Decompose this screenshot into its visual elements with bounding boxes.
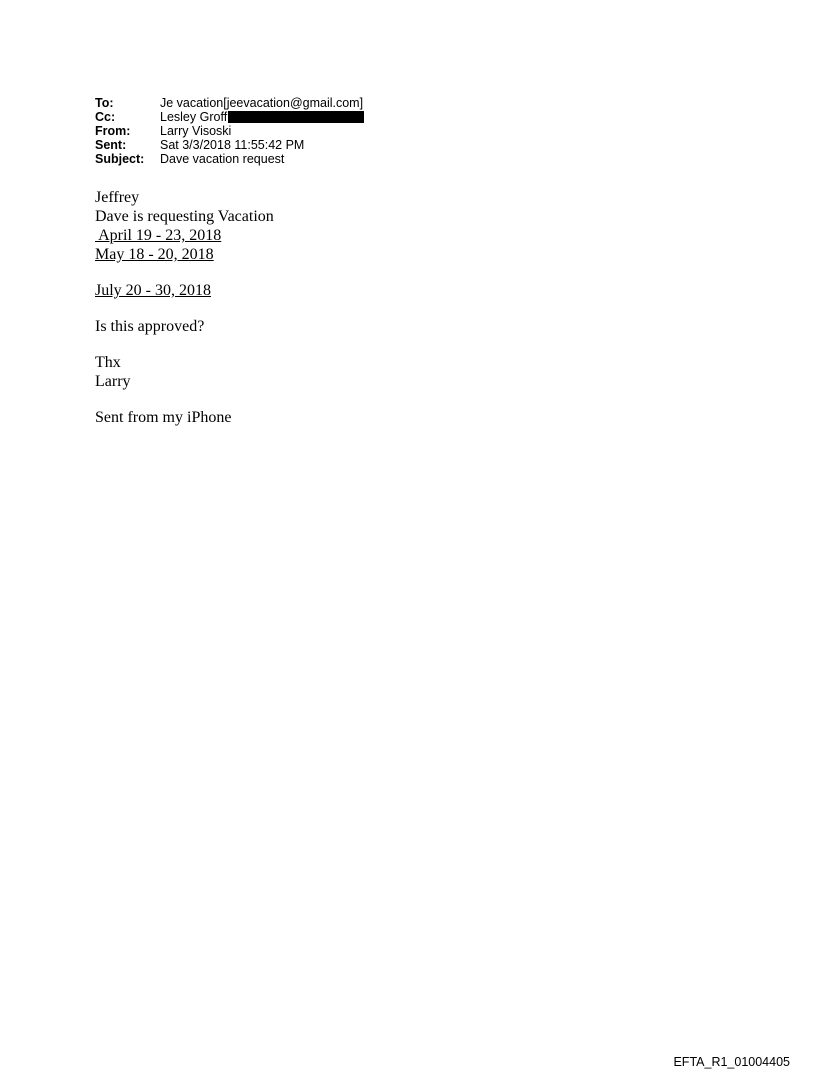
thanks-line: Thx [95, 354, 121, 371]
cc-label: Cc: [95, 110, 116, 124]
spacer [95, 336, 274, 353]
email-header [95, 96, 364, 166]
to-value: Je vacation[jeevacation@gmail.com] [160, 96, 364, 110]
sent-row [95, 138, 364, 152]
to-row [95, 96, 364, 110]
sent-value: Sat 3/3/2018 11:55:42 PM [160, 138, 305, 152]
vacation-date-1: April 19 - 23, 2018 [95, 227, 222, 244]
from-label: From: [95, 124, 131, 138]
sent-from-line: Sent from my iPhone [95, 409, 232, 426]
document-id: EFTA_R1_01004405 [673, 1055, 790, 1069]
cc-row [95, 110, 364, 124]
cc-value: Lesley Groff [160, 110, 228, 124]
subject-label: Subject: [95, 152, 145, 166]
spacer [95, 391, 274, 408]
to-label: To: [95, 96, 114, 110]
email-body [95, 188, 274, 427]
spacer [95, 300, 274, 317]
vacation-date-3: July 20 - 30, 2018 [95, 282, 211, 299]
from-row [95, 124, 364, 138]
vacation-date-2: May 18 - 20, 2018 [95, 246, 214, 263]
sent-label: Sent: [95, 138, 127, 152]
subject-row [95, 152, 364, 166]
from-value: Larry Visoski [160, 124, 232, 138]
approval-question: Is this approved? [95, 318, 205, 335]
subject-value: Dave vacation request [160, 152, 285, 166]
spacer [95, 264, 274, 281]
signature: Larry [95, 373, 131, 390]
request-line: Dave is requesting Vacation [95, 208, 274, 225]
redaction-bar [228, 111, 364, 123]
greeting: Jeffrey [95, 189, 140, 206]
